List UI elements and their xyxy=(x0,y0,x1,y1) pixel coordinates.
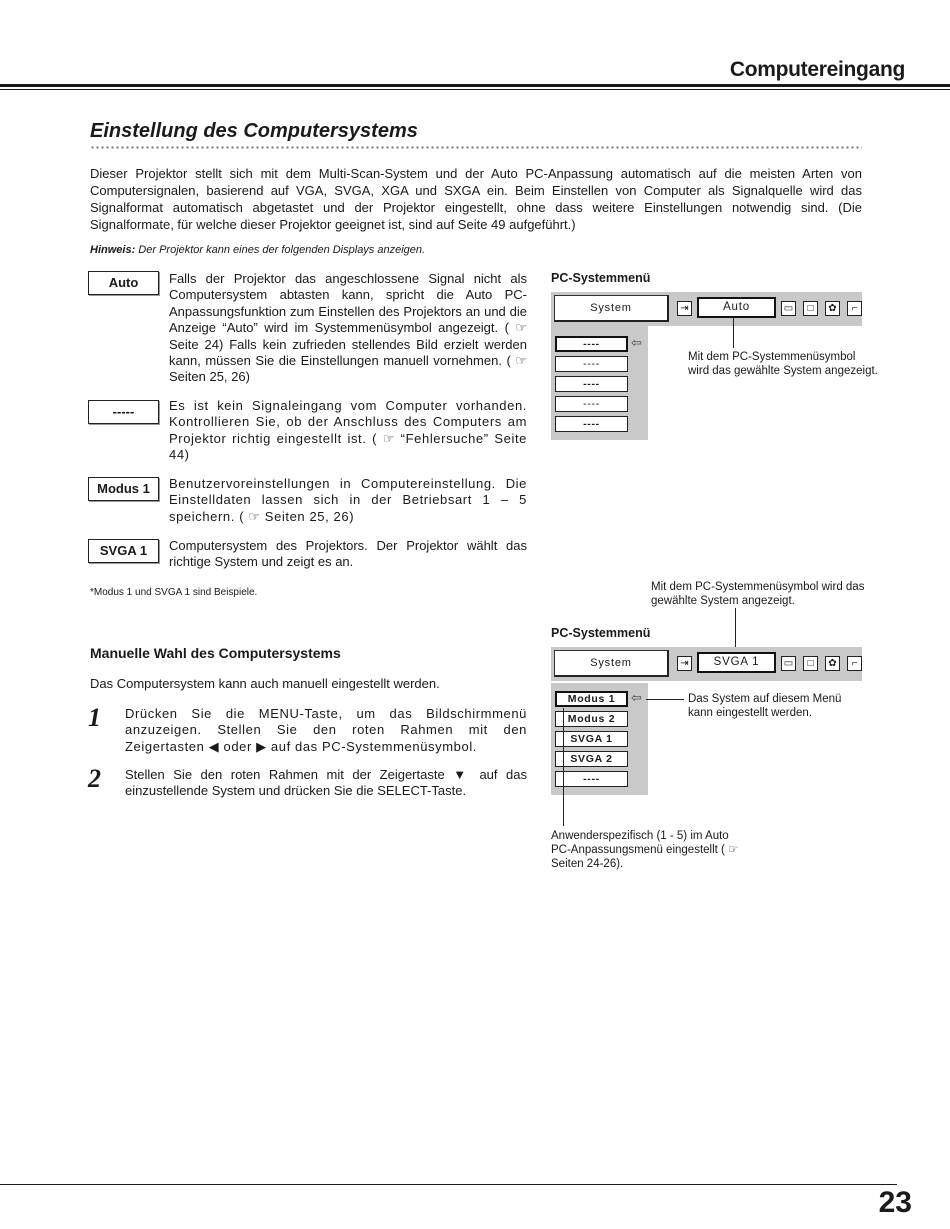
menu2-callout-bottom: Anwenderspezifisch (1 - 5) im Auto PC-Anpassungsmenü eingestellt ( ☞ Seiten 24-26). xyxy=(551,830,739,870)
menu1-callout-line xyxy=(733,318,734,348)
display-description-auto: Falls der Projektor das angeschlossene Signal nicht als Computersystem abtasten kann, spricht die Auto PC-Anpassungsfunktion zum Einstellen des Projektors an und die Anzeige “Auto” wird im Systemmenüsymbol angezeigt. ( ☞ Seite 24) Falls kein zufrieden stellendes Bild erzielt werden kann, müssen Sie die Einstellungen manuell vornehmen. ( ☞ Seiten 25, 26) xyxy=(169,271,527,385)
menu2-bar xyxy=(551,647,862,681)
menu2-item[interactable]: Modus 1 xyxy=(555,691,628,707)
screen-icon[interactable]: □ xyxy=(803,656,818,671)
note xyxy=(90,244,425,256)
menu2-item[interactable]: ---- xyxy=(555,771,628,787)
display-label-svga: SVGA 1 xyxy=(88,539,159,563)
menu1-item[interactable]: ---- xyxy=(555,376,628,392)
display-description-no-signal: Es ist kein Signaleingang vom Computer vorhanden. Kontrollieren Sie, ob der Anschluss des Computers am Projektor richtig eingestellt ist. ( ☞ “Fehlersuche” Seite 44) xyxy=(169,398,527,463)
note-label: Hinweis: xyxy=(90,244,136,256)
menu2-callout-right: Das System auf diesem Menü kann eingestellt werden. xyxy=(688,693,842,719)
menu1-item[interactable]: ---- xyxy=(555,396,628,412)
heading-dotted-rule xyxy=(90,146,862,149)
menu2-callout-bottom-line xyxy=(563,708,564,826)
menu1-item[interactable]: ---- xyxy=(555,356,628,372)
step-text-1: Drücken Sie die MENU-Taste, um das Bildschirmmenü anzuzeigen. Stellen Sie den roten Rahmen mit den Zeigertasten ◀ oder ▶ auf das PC-Systemmenüsymbol. xyxy=(125,706,527,754)
menu1-label: PC-Systemmenü xyxy=(551,271,651,285)
step-text-2: Stellen Sie den roten Rahmen mit der Zeigertaste ▼ auf das einzustellende System und drücken Sie die SELECT-Taste. xyxy=(125,767,527,799)
menu2-callout-right-line xyxy=(646,699,684,700)
menu1-item[interactable]: ---- xyxy=(555,336,628,352)
pointer-arrow-icon: ⇦ xyxy=(631,690,642,705)
manual-heading: Manuelle Wahl des Computersystems xyxy=(90,645,341,661)
page-icon[interactable]: ⌐ xyxy=(847,301,862,316)
example-note: *Modus 1 und SVGA 1 sind Beispiele. xyxy=(90,587,258,598)
display-label-auto: Auto xyxy=(88,271,159,295)
settings-icon[interactable]: ✿ xyxy=(825,301,840,316)
header-rule-thin xyxy=(0,89,950,90)
header-rule xyxy=(0,84,950,87)
menu2-system-button[interactable]: System xyxy=(554,650,669,677)
menu2-callout-top: Mit dem PC-Systemmenüsymbol wird das gewählte System angezeigt. xyxy=(651,581,865,607)
pointer-arrow-icon: ⇦ xyxy=(631,335,642,350)
page-number: 23 xyxy=(878,1186,912,1219)
menu2-panel xyxy=(551,683,648,795)
screen-icon[interactable]: □ xyxy=(803,301,818,316)
menu1-pc-system-icon[interactable]: Auto xyxy=(697,297,776,318)
menu2-item[interactable]: SVGA 2 xyxy=(555,751,628,767)
menu2-item[interactable]: Modus 2 xyxy=(555,711,628,727)
input-icon[interactable]: ⇥ xyxy=(677,656,692,671)
monitor-icon[interactable]: ▭ xyxy=(781,301,796,316)
settings-icon[interactable]: ✿ xyxy=(825,656,840,671)
page-icon[interactable]: ⌐ xyxy=(847,656,862,671)
display-description-modus: Benutzervoreinstellungen in Computereinstellung. Die Einstelldaten lassen sich in der Betriebsart 1 – 5 speichern. ( ☞ Seiten 25, 26) xyxy=(169,476,527,524)
menu2-label: PC-Systemmenü xyxy=(551,626,651,640)
display-label-modus: Modus 1 xyxy=(88,477,159,501)
menu1-callout: Mit dem PC-Systemmenüsymbol wird das gewählte System angezeigt. xyxy=(688,351,878,377)
step-number-1: 1 xyxy=(88,703,101,732)
menu1-bar xyxy=(551,292,862,326)
manual-intro: Das Computersystem kann auch manuell eingestellt werden. xyxy=(90,676,440,691)
menu1-item[interactable]: ---- xyxy=(555,416,628,432)
note-text: Der Projektor kann eines der folgenden Displays anzeigen. xyxy=(135,244,426,256)
section-title: Computereingang xyxy=(729,58,905,81)
menu2-pc-system-icon[interactable]: SVGA 1 xyxy=(697,652,776,673)
menu1-panel xyxy=(551,326,648,440)
display-label-no-signal: ----- xyxy=(88,400,159,424)
monitor-icon[interactable]: ▭ xyxy=(781,656,796,671)
menu1-system-button[interactable]: System xyxy=(554,295,669,322)
input-icon[interactable]: ⇥ xyxy=(677,301,692,316)
footer-rule xyxy=(0,1184,897,1185)
step-number-2: 2 xyxy=(88,764,101,793)
page-heading: Einstellung des Computersystems xyxy=(90,120,418,142)
display-description-svga: Computersystem des Projektors. Der Projektor wählt das richtige System und zeigt es an. xyxy=(169,538,527,570)
menu2-item[interactable]: SVGA 1 xyxy=(555,731,628,747)
intro-paragraph: Dieser Projektor stellt sich mit dem Multi-Scan-System und der Auto PC-Anpassung automatisch auf die meisten Arten von Computersignalen, basierend auf VGA, SVGA, XGA und SXGA ein. Beim Einstellen von Computer als Signalquelle wird das Signalformat automatisch abgetastet und der Projektor eingestellt, ohne dass weitere Einstellungen notwendig sind. (Die Signalformate, für welche dieser Projektor geeignet ist, sind auf Seite 49 aufgeführt.) xyxy=(90,166,862,232)
